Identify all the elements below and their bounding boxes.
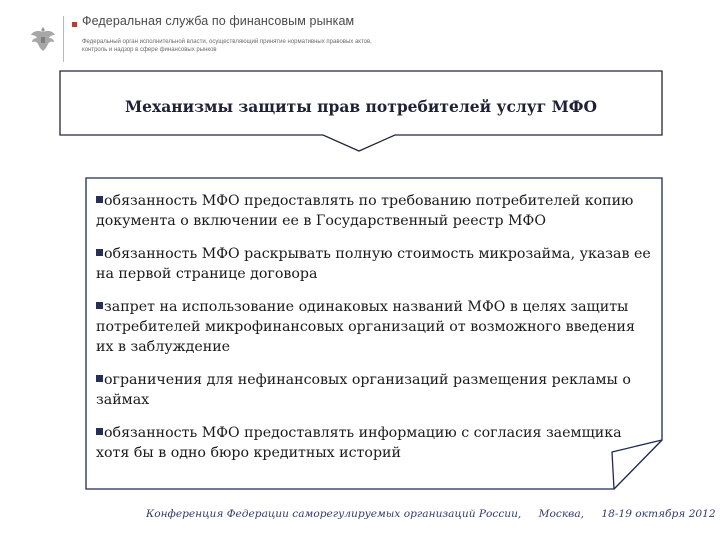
bullet-text: обязанность МФО предоставлять информацию с согласия заемщика хотя бы в одно бюро кредитных историй: [96, 425, 622, 461]
bullet-text: запрет на использование одинаковых названий МФО в целях защиты потребителей микрофинансовых организаций от возможного введения их в заблуждение: [96, 299, 635, 355]
slide-title: Механизмы защиты прав потребителей услуг МФО: [124, 97, 597, 116]
agency-title: Федеральная служба по финансовым рынкам: [82, 14, 355, 28]
bullet-square-icon: [96, 249, 103, 256]
bullet-text: обязанность МФО раскрывать полную стоимость микрозайма, указав ее на первой странице договора: [96, 246, 651, 282]
list-item: [96, 191, 652, 231]
bullet-list: [96, 191, 652, 463]
list-item: [96, 244, 652, 284]
list-item: [96, 423, 652, 463]
bullet-square-icon: [96, 196, 103, 203]
agency-description: Федеральный орган исполнительной власти, осуществляющий принятие нормативных правовых актов, контроль и надзор в сфере финансовых рынков: [82, 39, 372, 53]
footer-conference: Конференция Федерации саморегулируемых организаций России,: [146, 508, 522, 520]
footer-place: Москва,: [538, 508, 585, 520]
bullet-text: ограничения для нефинансовых организаций размещения рекламы о займах: [96, 372, 631, 408]
footer: [146, 508, 716, 520]
bullet-square-icon: [96, 375, 103, 382]
bullet-square-icon: [96, 428, 103, 435]
footer-date: 18-19 октября 2012: [601, 508, 716, 520]
bullet-text: обязанность МФО предоставлять по требованию потребителей копию документа о включении ее в Государственный реестр МФО: [96, 193, 634, 229]
bullet-square-icon: [96, 302, 103, 309]
list-item: [96, 370, 652, 410]
list-item: [96, 297, 652, 357]
